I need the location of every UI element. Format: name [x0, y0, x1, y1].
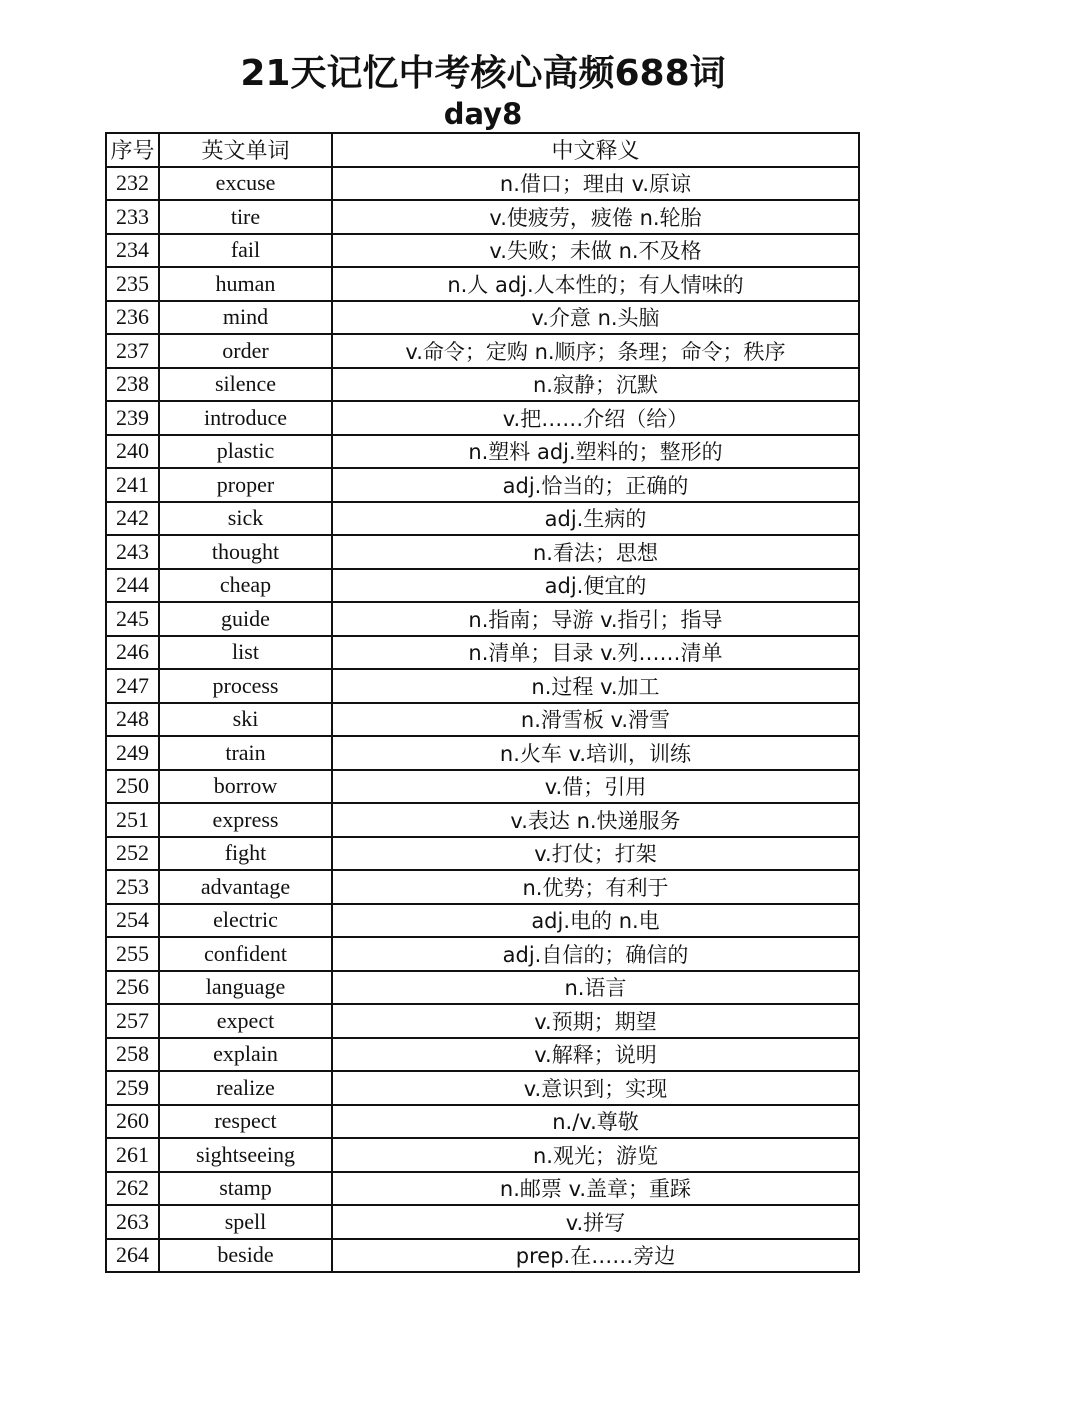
- column-header-english-word: 英文单词: [159, 133, 332, 167]
- english-word: train: [159, 736, 332, 770]
- page-subtitle: day8: [443, 97, 523, 131]
- english-word: beside: [159, 1239, 332, 1273]
- chinese-definition: n.火车 v.培训，训练: [332, 736, 859, 770]
- table-row: [106, 870, 859, 904]
- row-number: 263: [106, 1205, 159, 1239]
- table-row: [106, 535, 859, 569]
- table-row: [106, 267, 859, 301]
- row-number: 261: [106, 1138, 159, 1172]
- english-word: proper: [159, 468, 332, 502]
- chinese-definition: v.命令；定购 n.顺序；条理；命令；秩序: [332, 334, 859, 368]
- page-title: 21天记忆中考核心高频688词: [240, 53, 726, 94]
- english-word: silence: [159, 368, 332, 402]
- row-number: 255: [106, 937, 159, 971]
- english-word: plastic: [159, 435, 332, 469]
- english-word: language: [159, 971, 332, 1005]
- english-word: sick: [159, 502, 332, 536]
- table-row: [106, 1105, 859, 1139]
- table-row: [106, 334, 859, 368]
- row-number: 244: [106, 569, 159, 603]
- chinese-definition: v.意识到；实现: [332, 1071, 859, 1105]
- row-number: 237: [106, 334, 159, 368]
- table-row: [106, 401, 859, 435]
- row-number: 238: [106, 368, 159, 402]
- table-row: [106, 435, 859, 469]
- chinese-definition: n.语言: [332, 971, 859, 1005]
- table-row: [106, 1205, 859, 1239]
- chinese-definition: n.寂静；沉默: [332, 368, 859, 402]
- row-number: 259: [106, 1071, 159, 1105]
- row-number: 239: [106, 401, 159, 435]
- chinese-definition: n.指南；导游 v.指引；指导: [332, 602, 859, 636]
- row-number: 264: [106, 1239, 159, 1273]
- english-word: list: [159, 636, 332, 670]
- english-word: human: [159, 267, 332, 301]
- row-number: 256: [106, 971, 159, 1005]
- row-number: 260: [106, 1105, 159, 1139]
- table-row: [106, 502, 859, 536]
- chinese-definition: v.失败；未做 n.不及格: [332, 234, 859, 268]
- chinese-definition: adj.自信的；确信的: [332, 937, 859, 971]
- chinese-definition: n.借口；理由 v.原谅: [332, 167, 859, 201]
- chinese-definition: v.解释；说明: [332, 1038, 859, 1072]
- table-row: [106, 1038, 859, 1072]
- table-row: [106, 1172, 859, 1206]
- row-number: 234: [106, 234, 159, 268]
- english-word: borrow: [159, 770, 332, 804]
- english-word: ski: [159, 703, 332, 737]
- english-word: express: [159, 803, 332, 837]
- row-number: 232: [106, 167, 159, 201]
- table-row: [106, 636, 859, 670]
- row-number: 240: [106, 435, 159, 469]
- table-row: [106, 971, 859, 1005]
- table-row: [106, 468, 859, 502]
- chinese-definition: n.观光；游览: [332, 1138, 859, 1172]
- column-header-number: 序号: [106, 133, 159, 167]
- vocabulary-table: [105, 132, 860, 1273]
- english-word: guide: [159, 602, 332, 636]
- english-word: sightseeing: [159, 1138, 332, 1172]
- row-number: 251: [106, 803, 159, 837]
- chinese-definition: n.优势；有利于: [332, 870, 859, 904]
- table-row: [106, 301, 859, 335]
- table-row: [106, 669, 859, 703]
- chinese-definition: v.借；引用: [332, 770, 859, 804]
- table-row: [106, 1239, 859, 1273]
- english-word: explain: [159, 1038, 332, 1072]
- row-number: 248: [106, 703, 159, 737]
- chinese-definition: n.看法；思想: [332, 535, 859, 569]
- chinese-definition: adj.电的 n.电: [332, 904, 859, 938]
- english-word: expect: [159, 1004, 332, 1038]
- table-row: [106, 569, 859, 603]
- chinese-definition: n.邮票 v.盖章；重踩: [332, 1172, 859, 1206]
- table-row: [106, 234, 859, 268]
- table-row: [106, 1071, 859, 1105]
- row-number: 235: [106, 267, 159, 301]
- english-word: thought: [159, 535, 332, 569]
- chinese-definition: n.人 adj.人本性的；有人情味的: [332, 267, 859, 301]
- english-word: mind: [159, 301, 332, 335]
- table-row: [106, 770, 859, 804]
- row-number: 246: [106, 636, 159, 670]
- row-number: 242: [106, 502, 159, 536]
- english-word: advantage: [159, 870, 332, 904]
- english-word: realize: [159, 1071, 332, 1105]
- row-number: 243: [106, 535, 159, 569]
- chinese-definition: n./v.尊敬: [332, 1105, 859, 1139]
- table-row: [106, 937, 859, 971]
- table-body: [106, 167, 859, 1273]
- row-number: 253: [106, 870, 159, 904]
- row-number: 257: [106, 1004, 159, 1038]
- row-number: 250: [106, 770, 159, 804]
- chinese-definition: n.清单；目录 v.列……清单: [332, 636, 859, 670]
- column-header-chinese-definition: 中文释义: [332, 133, 859, 167]
- row-number: 245: [106, 602, 159, 636]
- table-row: [106, 368, 859, 402]
- row-number: 249: [106, 736, 159, 770]
- chinese-definition: n.过程 v.加工: [332, 669, 859, 703]
- chinese-definition: adj.生病的: [332, 502, 859, 536]
- table-row: [106, 1138, 859, 1172]
- table-row: [106, 803, 859, 837]
- row-number: 236: [106, 301, 159, 335]
- english-word: tire: [159, 200, 332, 234]
- english-word: fail: [159, 234, 332, 268]
- english-word: order: [159, 334, 332, 368]
- english-word: cheap: [159, 569, 332, 603]
- chinese-definition: adj.便宜的: [332, 569, 859, 603]
- english-word: introduce: [159, 401, 332, 435]
- chinese-definition: adj.恰当的；正确的: [332, 468, 859, 502]
- chinese-definition: v.拼写: [332, 1205, 859, 1239]
- table-row: [106, 167, 859, 201]
- chinese-definition: v.把……介绍（给）: [332, 401, 859, 435]
- english-word: fight: [159, 837, 332, 871]
- english-word: excuse: [159, 167, 332, 201]
- row-number: 252: [106, 837, 159, 871]
- chinese-definition: v.介意 n.头脑: [332, 301, 859, 335]
- table-row: [106, 736, 859, 770]
- table-row: [106, 200, 859, 234]
- english-word: confident: [159, 937, 332, 971]
- chinese-definition: n.滑雪板 v.滑雪: [332, 703, 859, 737]
- row-number: 262: [106, 1172, 159, 1206]
- chinese-definition: prep.在……旁边: [332, 1239, 859, 1273]
- row-number: 247: [106, 669, 159, 703]
- row-number: 241: [106, 468, 159, 502]
- table-row: [106, 1004, 859, 1038]
- row-number: 258: [106, 1038, 159, 1072]
- english-word: electric: [159, 904, 332, 938]
- table-row: [106, 703, 859, 737]
- chinese-definition: v.表达 n.快递服务: [332, 803, 859, 837]
- english-word: respect: [159, 1105, 332, 1139]
- table-header: [106, 133, 859, 167]
- row-number: 233: [106, 200, 159, 234]
- table-row: [106, 837, 859, 871]
- english-word: stamp: [159, 1172, 332, 1206]
- table-row: [106, 602, 859, 636]
- english-word: process: [159, 669, 332, 703]
- chinese-definition: v.打仗；打架: [332, 837, 859, 871]
- table-row: [106, 904, 859, 938]
- chinese-definition: n.塑料 adj.塑料的；整形的: [332, 435, 859, 469]
- header-row: [106, 133, 859, 167]
- row-number: 254: [106, 904, 159, 938]
- chinese-definition: v.预期；期望: [332, 1004, 859, 1038]
- chinese-definition: v.使疲劳，疲倦 n.轮胎: [332, 200, 859, 234]
- english-word: spell: [159, 1205, 332, 1239]
